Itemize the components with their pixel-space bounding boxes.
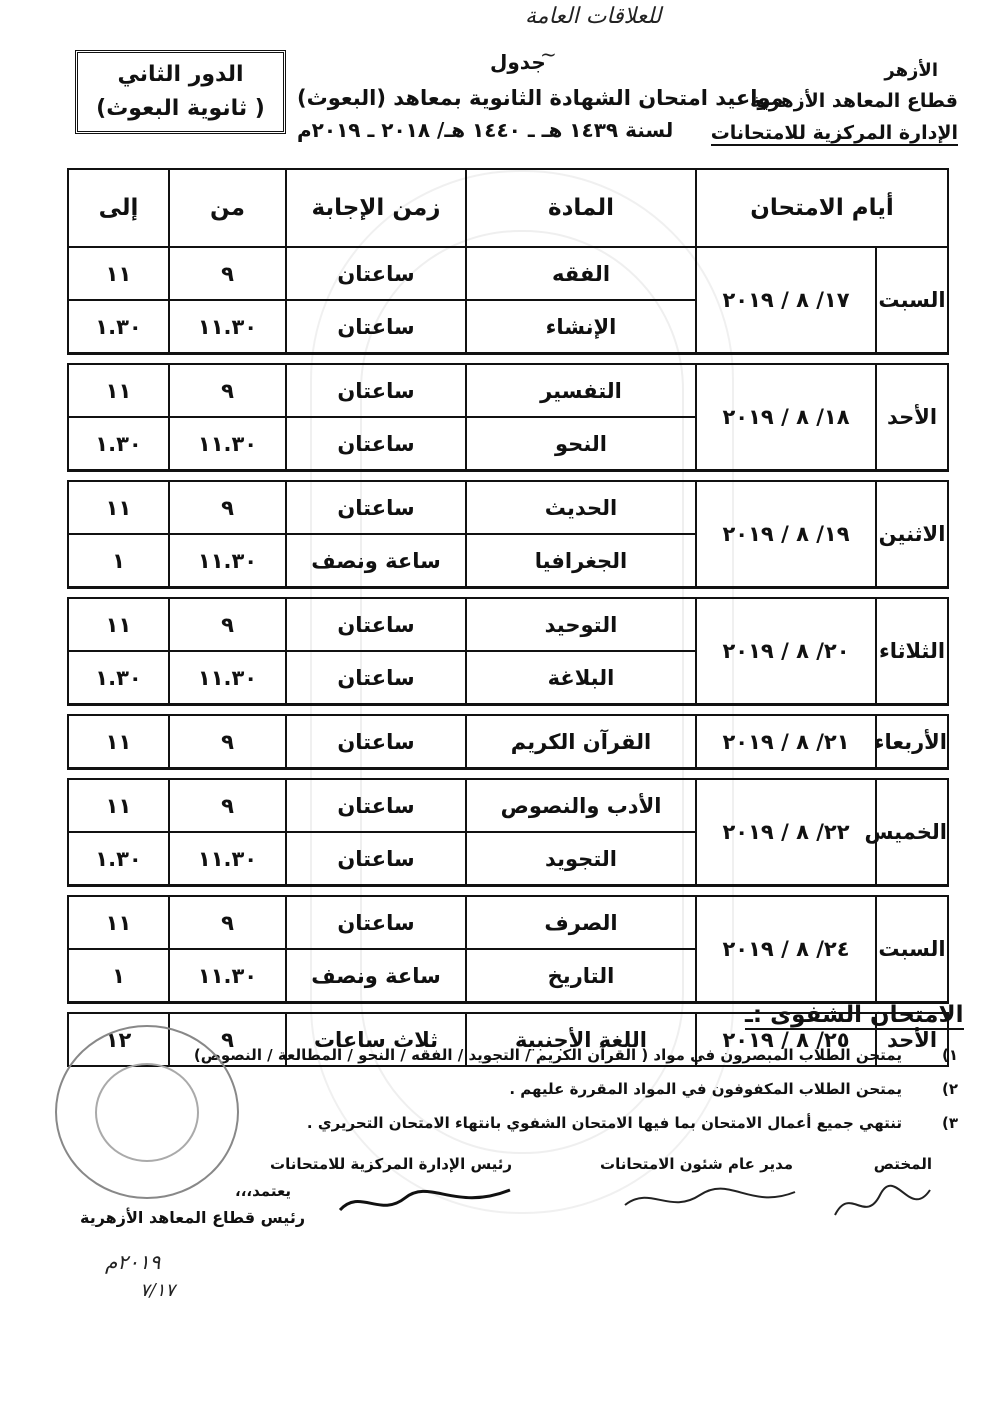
cell-date: ٢٤/ ٨ / ٢٠١٩ [696, 896, 876, 1003]
cell-date: ٢٢/ ٨ / ٢٠١٩ [696, 779, 876, 886]
separator-cell [68, 354, 948, 365]
round-box [75, 50, 286, 134]
signature-scribble-top: ~ [540, 42, 557, 66]
separator-cell [68, 769, 948, 780]
signature-label-central-head: رئيس الإدارة المركزية للامتحانات [270, 1155, 513, 1173]
cell-subject: الجغرافيا [466, 534, 696, 588]
table-row [68, 247, 948, 300]
cell-from: ٩ [169, 715, 286, 769]
signature-label-specialist: المختص [873, 1155, 932, 1173]
cell-from: ١١.٣٠ [169, 949, 286, 1003]
cell-subject: التفسير [466, 364, 696, 417]
day-separator [68, 588, 948, 599]
cell-subject: النحو [466, 417, 696, 471]
table-header-row [68, 169, 948, 247]
cell-from: ١١.٣٠ [169, 651, 286, 705]
cell-to: ١١ [68, 715, 169, 769]
cell-to: ١١ [68, 247, 169, 300]
cell-duration: ساعتان [286, 417, 466, 471]
stamp-inner-ring [95, 1063, 199, 1162]
cell-duration: ساعة ونصف [286, 534, 466, 588]
oral-item-number: ٣) [941, 1114, 958, 1132]
day-separator [68, 769, 948, 780]
oral-item-text: يمتحن الطلاب المكفوفون في المواد المقررة عليهم . [509, 1080, 902, 1098]
signature-label-sector-head: رئيس قطاع المعاهد الأزهرية [80, 1208, 306, 1227]
signature-central-head [335, 1180, 515, 1225]
cell-date: ١٨/ ٨ / ٢٠١٩ [696, 364, 876, 471]
oral-item-text: يمتحن الطلاب المبصرون في مواد ( القرآن الكريم / التجويد / الفقه / النحو / المطالعة / النصوص) [193, 1046, 902, 1064]
cell-subject: التجويد [466, 832, 696, 886]
round-title: الدور الثاني [117, 62, 244, 87]
cell-duration: ساعتان [286, 364, 466, 417]
cell-subject: الفقه [466, 247, 696, 300]
cell-duration: ساعتان [286, 481, 466, 534]
oral-item-text: تنتهي جميع أعمال الامتحان بما فيها الامتحان الشفوي بانتهاء الامتحان التحريري . [306, 1114, 902, 1132]
header-duration: زمن الإجابة [286, 169, 466, 247]
cell-day: الأحد [876, 1013, 948, 1066]
cell-from: ١١.٣٠ [169, 417, 286, 471]
cell-from: ٩ [169, 779, 286, 832]
cell-duration: ساعتان [286, 896, 466, 949]
header-year: لسنة ١٤٣٩ هـ ـ ١٤٤٠ هـ/ ٢٠١٨ ـ ٢٠١٩م [297, 118, 674, 142]
cell-day: السبت [876, 896, 948, 1003]
signature-general-manager [620, 1180, 800, 1220]
header-exam-days: أيام الامتحان [696, 169, 948, 247]
header-subject: المادة [466, 169, 696, 247]
separator-cell [68, 886, 948, 897]
approval-label: يعتمد،،، [235, 1182, 292, 1200]
oral-item-number: ٢) [941, 1080, 958, 1098]
cell-to: ١١ [68, 598, 169, 651]
header-to: إلى [68, 169, 169, 247]
header-title: جدول [490, 50, 546, 74]
cell-from: ١١.٣٠ [169, 534, 286, 588]
cell-subject: اللغة الأجنبية [466, 1013, 696, 1066]
cell-to: ١١ [68, 364, 169, 417]
header-azhar: الأزهر [884, 60, 938, 81]
cell-date: ١٧/ ٨ / ٢٠١٩ [696, 247, 876, 354]
cell-day: الاثنين [876, 481, 948, 588]
cell-duration: ساعتان [286, 300, 466, 354]
cell-from: ١١.٣٠ [169, 832, 286, 886]
separator-cell [68, 705, 948, 716]
signature-label-general-manager: مدير عام شئون الامتحانات [600, 1155, 794, 1173]
cell-subject: الإنشاء [466, 300, 696, 354]
cell-from: ١١.٣٠ [169, 300, 286, 354]
signature-specialist [830, 1175, 940, 1235]
cell-to: ١ [68, 534, 169, 588]
header-from: من [169, 169, 286, 247]
cell-subject: التاريخ [466, 949, 696, 1003]
cell-date: ٢٥/ ٨ / ٢٠١٩ [696, 1013, 876, 1066]
header-central-admin: الإدارة المركزية للامتحانات [710, 122, 958, 144]
separator-cell [68, 471, 948, 482]
cell-subject: البلاغة [466, 651, 696, 705]
cell-date: ٢١/ ٨ / ٢٠١٩ [696, 715, 876, 769]
cell-to: ١٢ [68, 1013, 169, 1066]
table-row [68, 715, 948, 769]
cell-to: ١.٣٠ [68, 832, 169, 886]
oral-item-number: ١) [941, 1046, 958, 1064]
cell-duration: ساعتان [286, 598, 466, 651]
cell-to: ١١ [68, 481, 169, 534]
day-separator [68, 354, 948, 365]
official-stamp [55, 1025, 239, 1199]
header-subtitle: مواعيد امتحان الشهادة الثانوية بمعاهد (البعوث) [297, 86, 784, 110]
day-separator [68, 471, 948, 482]
cell-from: ٩ [169, 598, 286, 651]
cell-duration: ساعتان [286, 715, 466, 769]
cell-subject: القرآن الكريم [466, 715, 696, 769]
exam-schedule-table [67, 168, 949, 1067]
table-body [68, 247, 948, 1066]
table-row [68, 896, 948, 949]
cell-duration: ثلاث ساعات [286, 1013, 466, 1066]
cell-from: ٩ [169, 247, 286, 300]
table-row [68, 598, 948, 651]
cell-to: ١.٣٠ [68, 300, 169, 354]
oral-exam-title: الامتحان الشفوى :ـ [745, 1002, 964, 1028]
day-separator [68, 705, 948, 716]
cell-to: ١١ [68, 779, 169, 832]
cell-day: الأحد [876, 364, 948, 471]
cell-from: ٩ [169, 364, 286, 417]
cell-duration: ساعة ونصف [286, 949, 466, 1003]
cell-date: ٢٠/ ٨ / ٢٠١٩ [696, 598, 876, 705]
cell-subject: الصرف [466, 896, 696, 949]
cell-from: ٩ [169, 896, 286, 949]
cell-to: ١١ [68, 896, 169, 949]
cell-day: السبت [876, 247, 948, 354]
day-separator [68, 886, 948, 897]
cell-duration: ساعتان [286, 651, 466, 705]
cell-to: ١ [68, 949, 169, 1003]
table-row [68, 481, 948, 534]
cell-subject: الحديث [466, 481, 696, 534]
cell-date: ١٩/ ٨ / ٢٠١٩ [696, 481, 876, 588]
cell-duration: ساعتان [286, 779, 466, 832]
top-handwriting: للعلاقات العامة [525, 4, 662, 29]
handwritten-date: ٢٠١٩م [105, 1250, 161, 1274]
cell-duration: ساعتان [286, 247, 466, 300]
separator-cell [68, 588, 948, 599]
cell-subject: الأدب والنصوص [466, 779, 696, 832]
cell-to: ١.٣٠ [68, 651, 169, 705]
cell-day: الأربعاء [876, 715, 948, 769]
handwritten-day: ٧/١٧ [140, 1280, 176, 1301]
cell-from: ٩ [169, 1013, 286, 1066]
cell-subject: التوحيد [466, 598, 696, 651]
cell-day: الثلاثاء [876, 598, 948, 705]
table-row [68, 779, 948, 832]
cell-from: ٩ [169, 481, 286, 534]
cell-duration: ساعتان [286, 832, 466, 886]
header-sector: قطاع المعاهد الأزهرية [750, 90, 958, 112]
table-row [68, 364, 948, 417]
cell-to: ١.٣٠ [68, 417, 169, 471]
cell-day: الخميس [876, 779, 948, 886]
round-subtitle: ( ثانوية البعوث) [96, 96, 265, 121]
